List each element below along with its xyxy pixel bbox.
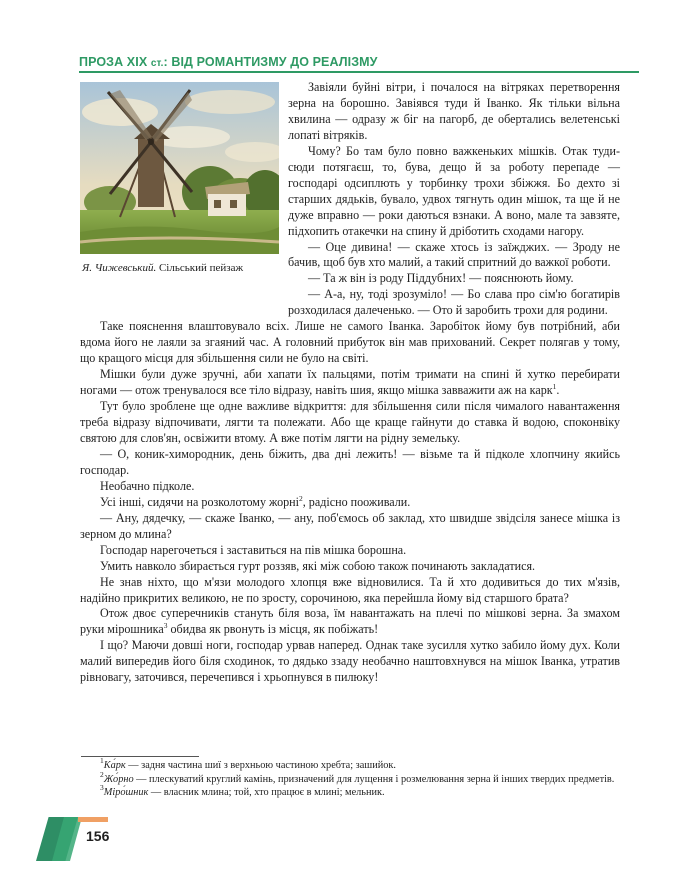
footnote-text: — власник млина; той, хто працює в млині; мельник. — [148, 787, 385, 799]
paragraph: Чому? Бо там було повно важкеньких мішків. Отак туди-сюди потягаєш, то, бува, дещо й за роботу перепаде — господарі одсиплють у торбинку трохи збіжжя. Бо дехто зі старших дядьків, бувало, удвох тягнуть один мішок, та ще й не дуже вправно — роки даються взнаки. А воно, мале та завзяте, підхопить отакечки на спину й дріботить сходами нагору. — [288, 143, 620, 238]
paragraph-text: Мішки були дуже зручні, аби хапати їх пальцями, потім тримати на спині й хутко перебирати ногами — отож тренувалося все тіло відразу, навіть шия, якщо мішка завважити аж на карк — [80, 367, 620, 398]
paragraph: — Оце дивина! — скаже хтось із заїжджих. — Зроду не бачив, щоб був хто малий, а такий спритний до важкої роботи. — [288, 239, 620, 270]
footnote-term: Міро́шник — [103, 787, 149, 799]
page-number: 156 — [86, 828, 110, 844]
paragraph: Господар нарегочеться і заставиться на пів мішка борошна. — [100, 542, 407, 557]
caption-title: Сільський пейзаж — [156, 262, 244, 274]
paragraph — [80, 495, 620, 511]
paragraph: Тут було зроблене ще одне важливе відкриття: для збільшення сили після чималого навантаження треба відразу відпочивати, лягти та полежати. Або ще краще гайнути до ставка й водою, споконвіку святою для слов'ян, освіжити втому. А вже потім лягти на рідну земельку. — [80, 399, 620, 445]
paragraph: Таке пояснення влаштовувало всіх. Лише не самого Іванка. Заробіток йому був потрібний, аби вдома його не лаяли за згаяний час. А головний прибуток він мав прихований. Секрет полягав у тому, що кращого місця для збільшення сили не було на світі. — [80, 319, 620, 366]
footnote-mark: 3 — [163, 621, 168, 631]
footnote-number: 1 — [100, 756, 104, 765]
paragraph-tail: обидва як рвонуть із місця, як побіжать! — [167, 622, 379, 637]
header-rule — [79, 71, 639, 73]
footnotes — [80, 756, 620, 800]
footnote-mark: 2 — [299, 493, 303, 503]
footnote-number: 2 — [100, 769, 104, 779]
footnote-term: Жо́рно — [103, 773, 134, 785]
paragraph — [80, 606, 620, 638]
story-text — [80, 80, 620, 686]
footnote — [80, 769, 620, 787]
paragraph: Умить навколо збирається гурт роззяв, які між собою також починають закладатися. — [100, 558, 536, 573]
footnote-number: 3 — [100, 783, 104, 793]
paragraph: Не знав ніхто, що м'язи молодого хлопця вже відновилися. Та й хто додивиться до тих м'язів, надійно прикритих великою, не по зросту, сорочиною, яка перейшла йому від старшого брата? — [80, 574, 620, 605]
paragraph: І що? Маючи довші ноги, господар урвав наперед. Однак таке зусилля хутко забило йому дух. Коли малий випередив його біля сходинок, то дядько ззаду необачно наштовхнувся на мішок Іванка, утратив рівновагу, заточився, перечепився і хрьопнувся в пилюку! — [80, 638, 620, 685]
paragraph: — Та ж він із роду Піддубних! — пояснюють йому. — [308, 271, 574, 286]
paragraph-tail: . — [556, 383, 560, 398]
header-title-small: ст. — [150, 58, 164, 69]
paragraph: — О, коник-химородник, день біжить, два дні лежить! — візьме та й підколе хлопчину якийсь господар. — [80, 446, 620, 477]
footnote — [80, 756, 620, 773]
footnote-mark: 1 — [552, 382, 557, 392]
paragraph: — Ану, дядечку, — скаже Іванко, — ану, поб'ємось об заклад, хто швидше звідсіля занесе мішка із зерном до млина? — [80, 510, 620, 541]
header-title-rest: : ВІД РОМАНТИЗМУ ДО РЕАЛІЗМУ — [163, 55, 378, 69]
header-title-main: ПРОЗА XIX — [79, 55, 151, 69]
footnote — [80, 783, 620, 800]
section-header — [79, 55, 378, 69]
footnote-text: — задня частина шиї з верхньою частиною хребта; зашийок. — [125, 760, 396, 771]
paragraph-text: Усі інші, сидячи на розколотому жорні — [100, 494, 299, 509]
footnote-term: Ка́рк — [103, 760, 126, 771]
caption-author: Я. Чижевський. — [82, 262, 157, 274]
footnote-text: — плескуватий круглий камінь, призначений для лущення і розмелювання зерна й інших твердих предметів. — [133, 773, 615, 785]
paragraph: Необачно підколе. — [100, 478, 195, 493]
paragraph: Завіяли буйні вітри, і почалося на вітряках перетворення зерна на борошно. Завіявся туди й Іванко. Як тільки вільна хвилина — одразу ж біг на пагорб, де обертались велетенські лопаті вітряків. — [288, 80, 620, 142]
paragraph: — А-а, ну, тоді зрозуміло! — Бо слава про сім'ю богатирів розходилася далеченько. — Ото й заробить трохи для родини. — [288, 287, 620, 318]
paragraph-tail: , радісно пооживали. — [302, 494, 411, 509]
footnote-rule — [81, 756, 199, 757]
paragraph — [80, 367, 620, 399]
page-number-accent-bar — [78, 817, 108, 822]
paragraph-text: Отож двоє суперечників стануть біля воза, їм навантажать на плечі по мішкові зерна. За змахом руки мірошника — [80, 606, 620, 637]
